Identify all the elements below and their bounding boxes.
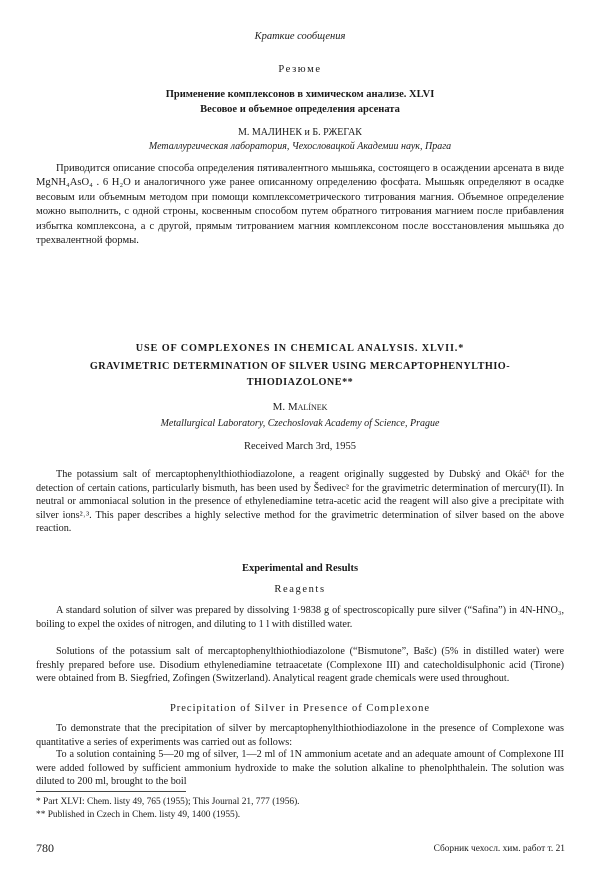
article-affiliation: Metallurgical Laboratory, Czechoslovak Academy of Science, Prague: [160, 418, 440, 429]
article-received: Received March 3rd, 1955: [244, 441, 356, 452]
reagents-paragraph-2: Solutions of the potassium salt of mercaptophenylthiothiodiazolone (“Bismutone”, Bašc) (5% in distilled water) were freshly prepared before use. Disodium ethylenediamine tetraacetate (Complexone III) and catecholdisulphonic acid (Tirone) were obtained from B. Siegfried, Zofingen (Switzerland). Analytical reagent grade chemicals were used throughout.: [36, 646, 564, 685]
resume-title-line1: Применение комплексонов в химическом анализе. XLVI: [165, 89, 435, 100]
article-title-line2: GRAVIMETRIC DETERMINATION OF SILVER USING MERCAPTOPHENYLTHIO-: [89, 361, 511, 372]
resume-body: Приводится описание способа определения пятивалентного мышьяка, состоящего в осаждении арсената в виде MgNH₄AsO₄ . 6 H₂O и аналогичного уже ранее описанному определению фосфата. Мышьяк определяют в осадке весовым или объемным методом при помощи комплексометрического титрования магния. Объемное определение можно выполнить, с одной строны, косвенным способом путем обратного титрования магнием после прибавления избытка комплексона, а с другой, прямым титрованием магния комплексоном после восстановления мышьяка до трехвалентной формы.: [36, 163, 564, 247]
article-author: M. Malínek: [272, 401, 328, 413]
journal-footer: Сборник чехосл. хим. работ т. 21: [433, 844, 565, 854]
subsection-precipitation: Precipitation of Silver in Presence of Complexone: [169, 703, 431, 714]
precipitation-paragraph-2: To a solution containing 5—20 mg of silver, 1—2 ml of 1N ammonium acetate and an adequate amount of Complexone III were added followed by sufficient ammonium hydroxide to make the solution alkaline to phenolphthalein. The solution was diluted to 200 ml, brought to the boil: [36, 749, 564, 788]
article-title-line1: USE OF COMPLEXONES IN CHEMICAL ANALYSIS. XLVII.*: [135, 343, 465, 354]
reagents-paragraph-1: A standard solution of silver was prepared by dissolving 1·9838 g of spectroscopically pure silver (“Safina”) in 4N-HNO₃, boiling to expel the oxides of nitrogen, and diluting to 1 l with distilled water.: [36, 605, 564, 630]
article-title-line3: THIODIAZOLONE**: [246, 377, 354, 388]
section-heading: Experimental and Results: [241, 563, 359, 574]
subsection-reagents: Reagents: [274, 584, 326, 595]
running-head: Краткие сообщения: [254, 31, 346, 42]
footnote-rule: [36, 791, 186, 792]
precipitation-paragraph-1: To demonstrate that the precipitation of silver by mercaptophenylthiothiodiazolone in the presence of Complexone was quantitative a series of experiments was carried out as follows:: [36, 723, 564, 748]
resume-title-line2: Весовое и объемное определения арсената: [200, 104, 400, 115]
footnote-1: * Part XLVI: Chem. listy 49, 765 (1955); This Journal 21, 777 (1956).: [36, 797, 300, 807]
resume-authors: М. МАЛИНЕК и Б. РЖЕГАК: [238, 127, 362, 138]
footnote-2: ** Published in Czech in Chem. listy 49, 1400 (1955).: [36, 810, 241, 820]
resume-affiliation: Металлургическая лаборатория, Чехословацкой Академии наук, Прага: [148, 141, 452, 152]
article-intro: The potassium salt of mercaptophenylthiothiodiazolone, a reagent originally suggested by Dubský and Okáč¹ for the detection of certain cations, particularly bismuth, has been used by Šedivec² for the gravimetric determination of mercury(II). In neutral or ammoniacal solution in the presence of ethylenediamine tetra-acetic acid the reagent will also give a precipitate with silver ions²˒³. This paper describes a highly selective method for the gravimetric determination of silver based on the above reaction.: [36, 469, 564, 535]
page-number: 780: [36, 841, 54, 855]
resume-label: Резюме: [278, 64, 322, 75]
